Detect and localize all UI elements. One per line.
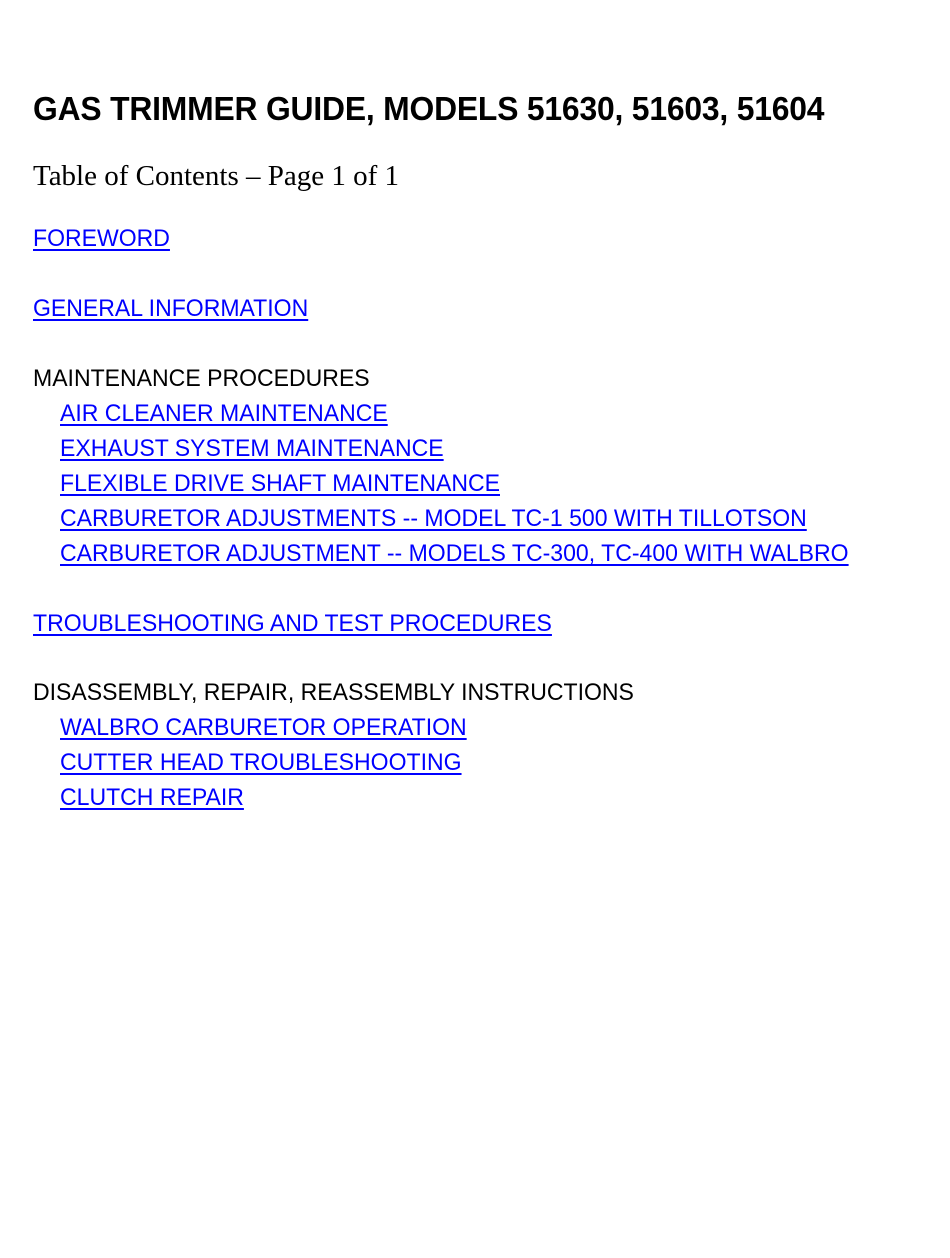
toc-link-carburetor-adjustment-walbro[interactable]: CARBURETOR ADJUSTMENT -- MODELS TC-300, TC-400 WITH WALBRO xyxy=(60,540,849,567)
toc-heading-disassembly-repair-reassembly: DISASSEMBLY, REPAIR, REASSEMBLY INSTRUCTIONS xyxy=(33,679,634,706)
toc-link-general-information[interactable]: GENERAL INFORMATION xyxy=(33,295,309,322)
toc-link-troubleshooting-test-procedures[interactable]: TROUBLESHOOTING AND TEST PROCEDURES xyxy=(33,610,552,637)
toc-link-walbro-carburetor-operation[interactable]: WALBRO CARBURETOR OPERATION xyxy=(60,714,467,741)
toc-link-flexible-drive-shaft-maintenance[interactable]: FLEXIBLE DRIVE SHAFT MAINTENANCE xyxy=(60,470,500,497)
toc-subtitle: Table of Contents – Page 1 of 1 xyxy=(33,160,400,192)
toc-link-exhaust-system-maintenance[interactable]: EXHAUST SYSTEM MAINTENANCE xyxy=(60,435,444,462)
toc-link-air-cleaner-maintenance[interactable]: AIR CLEANER MAINTENANCE xyxy=(60,400,388,427)
toc-link-clutch-repair[interactable]: CLUTCH REPAIR xyxy=(60,784,244,811)
toc-link-carburetor-adjustments-tillotson[interactable]: CARBURETOR ADJUSTMENTS -- MODEL TC-1 500 WITH TILLOTSON xyxy=(60,505,807,532)
toc-heading-maintenance-procedures: MAINTENANCE PROCEDURES xyxy=(33,365,370,392)
toc-link-cutter-head-troubleshooting[interactable]: CUTTER HEAD TROUBLESHOOTING xyxy=(60,749,462,776)
toc-link-foreword[interactable]: FOREWORD xyxy=(33,225,170,252)
document-title: GAS TRIMMER GUIDE, MODELS 51630, 51603, 51604 xyxy=(33,90,825,127)
